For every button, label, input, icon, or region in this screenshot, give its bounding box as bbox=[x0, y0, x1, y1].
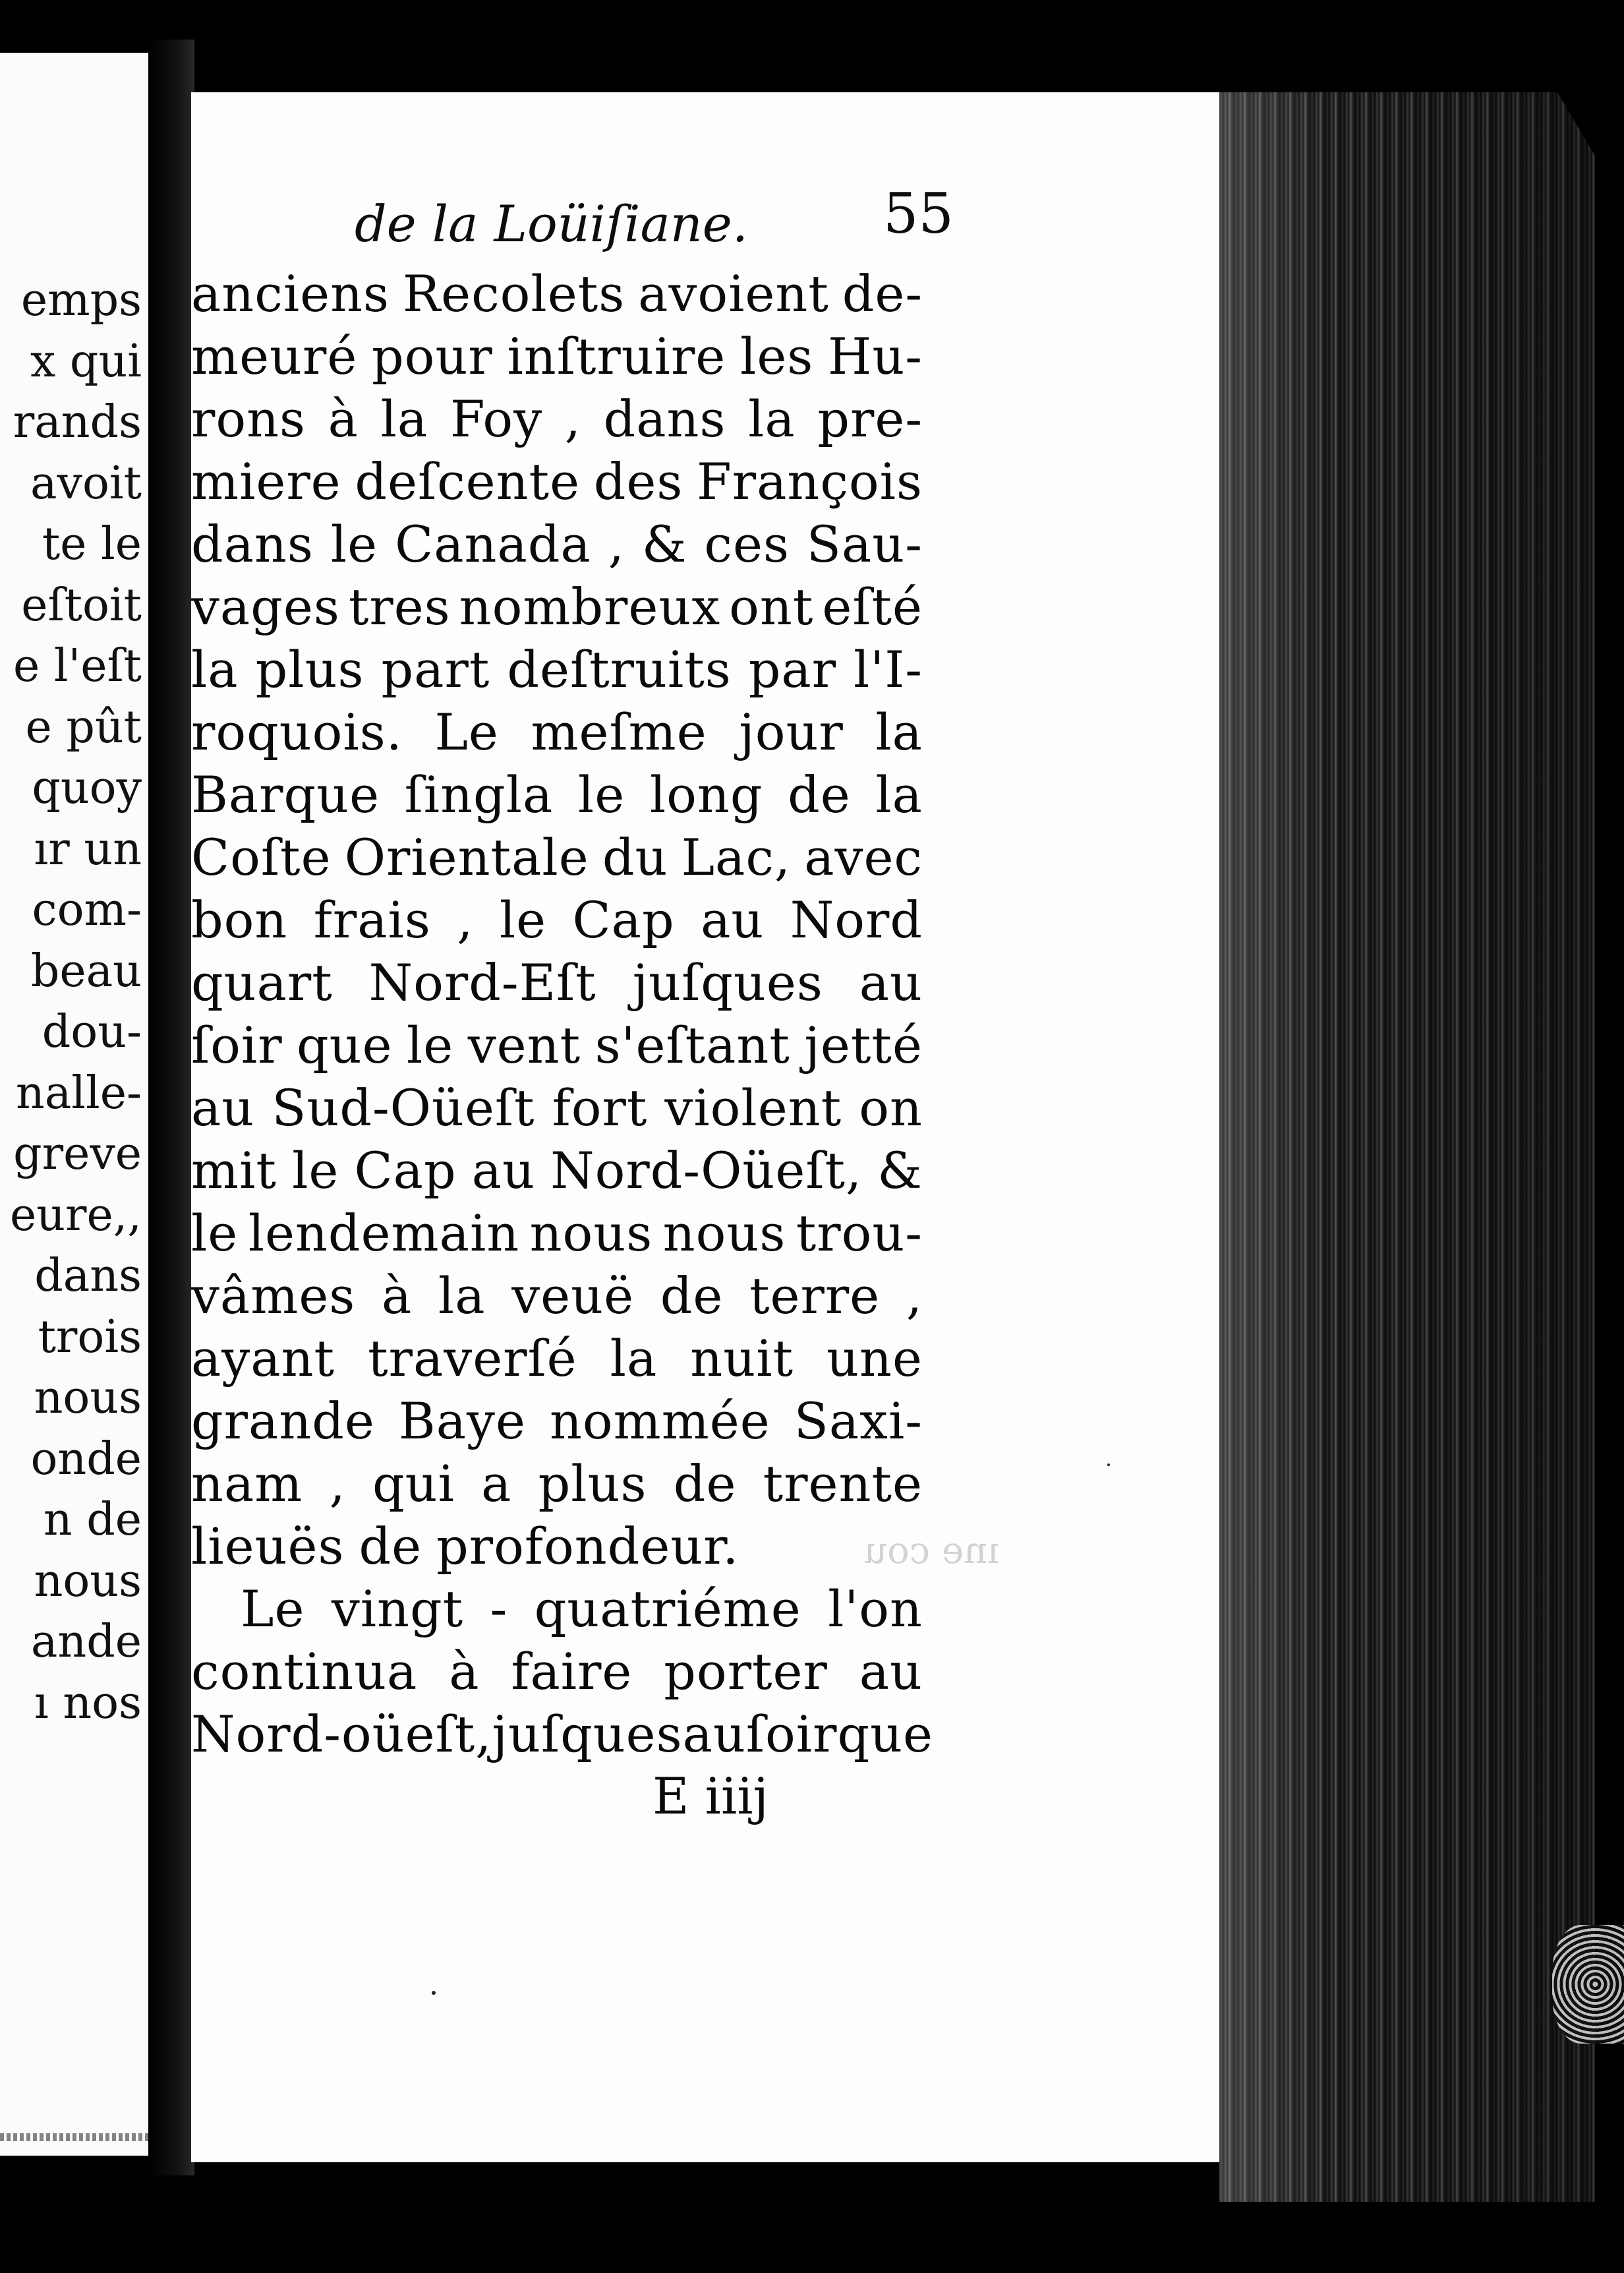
word: Canada bbox=[395, 515, 591, 574]
paper-speck bbox=[432, 1991, 436, 1995]
word: de bbox=[788, 765, 851, 824]
word: , bbox=[329, 1454, 346, 1513]
text-line bbox=[191, 1452, 923, 1515]
word: avoient bbox=[638, 264, 829, 323]
signature-mark: E iiij bbox=[652, 1767, 769, 1825]
word: meuré bbox=[191, 327, 358, 386]
word: au bbox=[701, 891, 765, 949]
word: grande bbox=[191, 1392, 375, 1450]
word: le bbox=[292, 1141, 339, 1200]
word: profondeur. bbox=[436, 1517, 740, 1576]
word: ces bbox=[704, 515, 790, 574]
left-page-line: rands bbox=[13, 396, 142, 448]
word: lendemain bbox=[248, 1204, 520, 1262]
page-edges bbox=[1219, 92, 1595, 2202]
word: par bbox=[748, 640, 837, 699]
word: part bbox=[381, 640, 490, 699]
word: traverſé bbox=[368, 1329, 577, 1388]
text-line bbox=[191, 576, 923, 638]
word: ſoir bbox=[191, 1016, 283, 1075]
word: , bbox=[608, 515, 625, 574]
word: la bbox=[875, 703, 923, 761]
word: nommée bbox=[549, 1392, 770, 1450]
word: fort bbox=[552, 1078, 648, 1137]
word: Sud-Oüeſt bbox=[272, 1078, 535, 1137]
left-page-footer-mark bbox=[0, 2133, 152, 2141]
word: pre- bbox=[817, 390, 923, 448]
word: Hu- bbox=[828, 327, 923, 386]
word: deſcente bbox=[355, 452, 581, 511]
word: la bbox=[380, 390, 428, 448]
paper-speck bbox=[1107, 1463, 1110, 1466]
left-page-line: trois bbox=[38, 1311, 142, 1363]
text-line bbox=[191, 1264, 923, 1327]
word: Orientale bbox=[344, 828, 589, 887]
left-page-line: eure,, bbox=[9, 1189, 142, 1241]
word: qui bbox=[372, 1454, 455, 1513]
left-page-line: e l'eſt bbox=[13, 640, 142, 692]
word: jetté bbox=[804, 1016, 923, 1075]
word: nombreux bbox=[459, 577, 721, 636]
word: Cap bbox=[354, 1141, 457, 1200]
left-page-line: greve bbox=[13, 1128, 142, 1180]
text-line bbox=[191, 826, 923, 889]
text-line bbox=[191, 1515, 923, 1578]
word: François bbox=[697, 452, 923, 511]
word: veuë bbox=[511, 1266, 635, 1325]
word: tres bbox=[348, 577, 451, 636]
word: anciens bbox=[191, 264, 390, 323]
word: Saxi- bbox=[794, 1392, 923, 1450]
word: quart bbox=[191, 953, 333, 1012]
word: à bbox=[449, 1642, 480, 1701]
word: le bbox=[191, 1204, 239, 1262]
word: la bbox=[748, 390, 796, 448]
word: eſté bbox=[822, 577, 923, 636]
word: trente bbox=[763, 1454, 923, 1513]
word: ſingla bbox=[404, 765, 554, 824]
text-line bbox=[191, 1578, 923, 1640]
left-page-line: com- bbox=[32, 884, 142, 936]
bleed-through-text: ıne cou bbox=[863, 1529, 1000, 1572]
left-page-line: onde bbox=[30, 1432, 142, 1485]
word: pour bbox=[372, 327, 493, 386]
word: le bbox=[406, 1016, 454, 1075]
left-page-line: n de bbox=[43, 1494, 142, 1546]
word: avec bbox=[804, 828, 923, 887]
word: au bbox=[859, 953, 923, 1012]
text-line bbox=[191, 701, 923, 763]
left-page-line: beau bbox=[30, 945, 142, 997]
word: rons bbox=[191, 390, 306, 448]
word: l'I- bbox=[854, 640, 923, 699]
word: Sau- bbox=[806, 515, 923, 574]
word: nous bbox=[529, 1204, 653, 1262]
word: Cap bbox=[572, 891, 675, 949]
left-page-line: e pût bbox=[25, 701, 142, 753]
left-page-line: dans bbox=[34, 1250, 142, 1302]
running-head: de la Loüiſiane. bbox=[355, 194, 748, 253]
word: que bbox=[837, 1705, 934, 1763]
word: long bbox=[649, 765, 763, 824]
word: miere bbox=[191, 452, 341, 511]
left-page-line: emps bbox=[20, 274, 142, 326]
text-line bbox=[191, 1014, 923, 1077]
word: deſtruits bbox=[507, 640, 732, 699]
word: au bbox=[682, 1705, 746, 1763]
left-page-line: avoit bbox=[30, 457, 142, 510]
word: à bbox=[381, 1266, 413, 1325]
word: vages bbox=[191, 577, 340, 636]
word: le bbox=[330, 515, 378, 574]
text-line bbox=[191, 388, 923, 450]
word: nuit bbox=[690, 1329, 794, 1388]
word: , bbox=[457, 891, 474, 949]
left-page-text bbox=[10, 270, 142, 1734]
word: ont bbox=[729, 577, 814, 636]
book-gutter bbox=[148, 40, 194, 2175]
word: au bbox=[191, 1078, 255, 1137]
page-number: 55 bbox=[883, 181, 954, 246]
word: inſtruire bbox=[507, 327, 726, 386]
word: Nord-Oüeſt, bbox=[550, 1141, 863, 1200]
word: des bbox=[593, 452, 683, 511]
word: la bbox=[438, 1266, 486, 1325]
text-line bbox=[191, 951, 923, 1014]
word: une bbox=[826, 1329, 923, 1388]
word: continua bbox=[191, 1642, 418, 1701]
left-page-line: ande bbox=[30, 1616, 142, 1668]
left-page-line: ı nos bbox=[34, 1676, 142, 1729]
word: trou- bbox=[796, 1204, 923, 1262]
word: la bbox=[610, 1329, 658, 1388]
left-page bbox=[0, 53, 152, 2156]
word: - bbox=[490, 1579, 508, 1638]
word: Le bbox=[434, 703, 499, 761]
text-line bbox=[191, 1390, 923, 1452]
word: lieuës bbox=[191, 1517, 345, 1576]
word: l'on bbox=[828, 1579, 923, 1638]
word: ayant bbox=[191, 1329, 335, 1388]
text-line bbox=[191, 1202, 923, 1264]
word: faire bbox=[511, 1642, 633, 1701]
word: Recolets bbox=[402, 264, 625, 323]
word: vingt bbox=[331, 1579, 464, 1638]
text-line bbox=[191, 1077, 923, 1139]
word: Coſte bbox=[191, 828, 332, 887]
left-page-line: nalle- bbox=[15, 1067, 142, 1119]
word: meſme bbox=[531, 703, 707, 761]
word: a bbox=[481, 1454, 512, 1513]
word: les bbox=[740, 327, 814, 386]
word: quatriéme bbox=[534, 1579, 801, 1638]
word: que bbox=[296, 1016, 393, 1075]
text-line bbox=[191, 1640, 923, 1703]
word: juſques bbox=[632, 953, 823, 1012]
word: ſoir bbox=[745, 1705, 838, 1763]
word: plus bbox=[538, 1454, 647, 1513]
left-page-line: dou- bbox=[42, 1006, 142, 1058]
text-line bbox=[191, 889, 923, 951]
word: terre bbox=[749, 1266, 881, 1325]
right-page bbox=[191, 92, 1272, 2162]
left-page-line: nous bbox=[34, 1372, 142, 1424]
text-line bbox=[191, 513, 923, 576]
word: plus bbox=[255, 640, 364, 699]
word: jour bbox=[739, 703, 844, 761]
word: Nord-Eſt bbox=[368, 953, 596, 1012]
word: porter bbox=[664, 1642, 828, 1701]
word: mit bbox=[191, 1141, 277, 1200]
word: Nord-oüeſt, bbox=[191, 1705, 492, 1763]
binding-clasp bbox=[1552, 1925, 1624, 2044]
word: dans bbox=[191, 515, 314, 574]
word: du bbox=[602, 828, 668, 887]
word: vâmes bbox=[191, 1266, 356, 1325]
left-page-line: eſtoit bbox=[21, 579, 142, 632]
word: nam bbox=[191, 1454, 303, 1513]
text-line bbox=[191, 638, 923, 701]
word: la bbox=[191, 640, 239, 699]
word: le bbox=[577, 765, 625, 824]
word: violent bbox=[664, 1078, 842, 1137]
word: Le bbox=[241, 1579, 305, 1638]
text-line bbox=[191, 1139, 923, 1202]
word: & bbox=[877, 1141, 923, 1200]
left-page-line: te le bbox=[42, 518, 142, 570]
word: frais bbox=[313, 891, 431, 949]
word: vent bbox=[467, 1016, 581, 1075]
word: la bbox=[875, 765, 923, 824]
word: Nord bbox=[790, 891, 923, 949]
word: à bbox=[328, 390, 359, 448]
word: dans bbox=[603, 390, 726, 448]
word: bon bbox=[191, 891, 288, 949]
word: roquois. bbox=[191, 703, 403, 761]
word: , bbox=[564, 390, 581, 448]
left-page-line: nous bbox=[34, 1554, 142, 1607]
word: juſques bbox=[492, 1705, 683, 1763]
text-line bbox=[191, 262, 923, 325]
text-line bbox=[191, 1327, 923, 1390]
word: Foy bbox=[450, 390, 543, 448]
word: au bbox=[471, 1141, 536, 1200]
word: , bbox=[906, 1266, 923, 1325]
word: s'eſtant bbox=[594, 1016, 790, 1075]
left-page-line: quoy bbox=[32, 762, 142, 814]
word: de bbox=[660, 1266, 724, 1325]
left-page-line: x qui bbox=[30, 335, 142, 388]
word: nous bbox=[662, 1204, 786, 1262]
text-line bbox=[191, 763, 923, 826]
word: Baye bbox=[398, 1392, 526, 1450]
word: au bbox=[859, 1642, 923, 1701]
word: & bbox=[641, 515, 687, 574]
word: de- bbox=[842, 264, 923, 323]
word: de bbox=[359, 1517, 422, 1576]
word: on bbox=[859, 1078, 923, 1137]
text-line bbox=[191, 325, 923, 388]
word: Lac, bbox=[681, 828, 792, 887]
word: de bbox=[673, 1454, 737, 1513]
left-page-line: ır un bbox=[34, 823, 142, 875]
word: Barque bbox=[191, 765, 380, 824]
text-line bbox=[191, 450, 923, 513]
text-line bbox=[191, 1703, 934, 1765]
word: le bbox=[499, 891, 547, 949]
